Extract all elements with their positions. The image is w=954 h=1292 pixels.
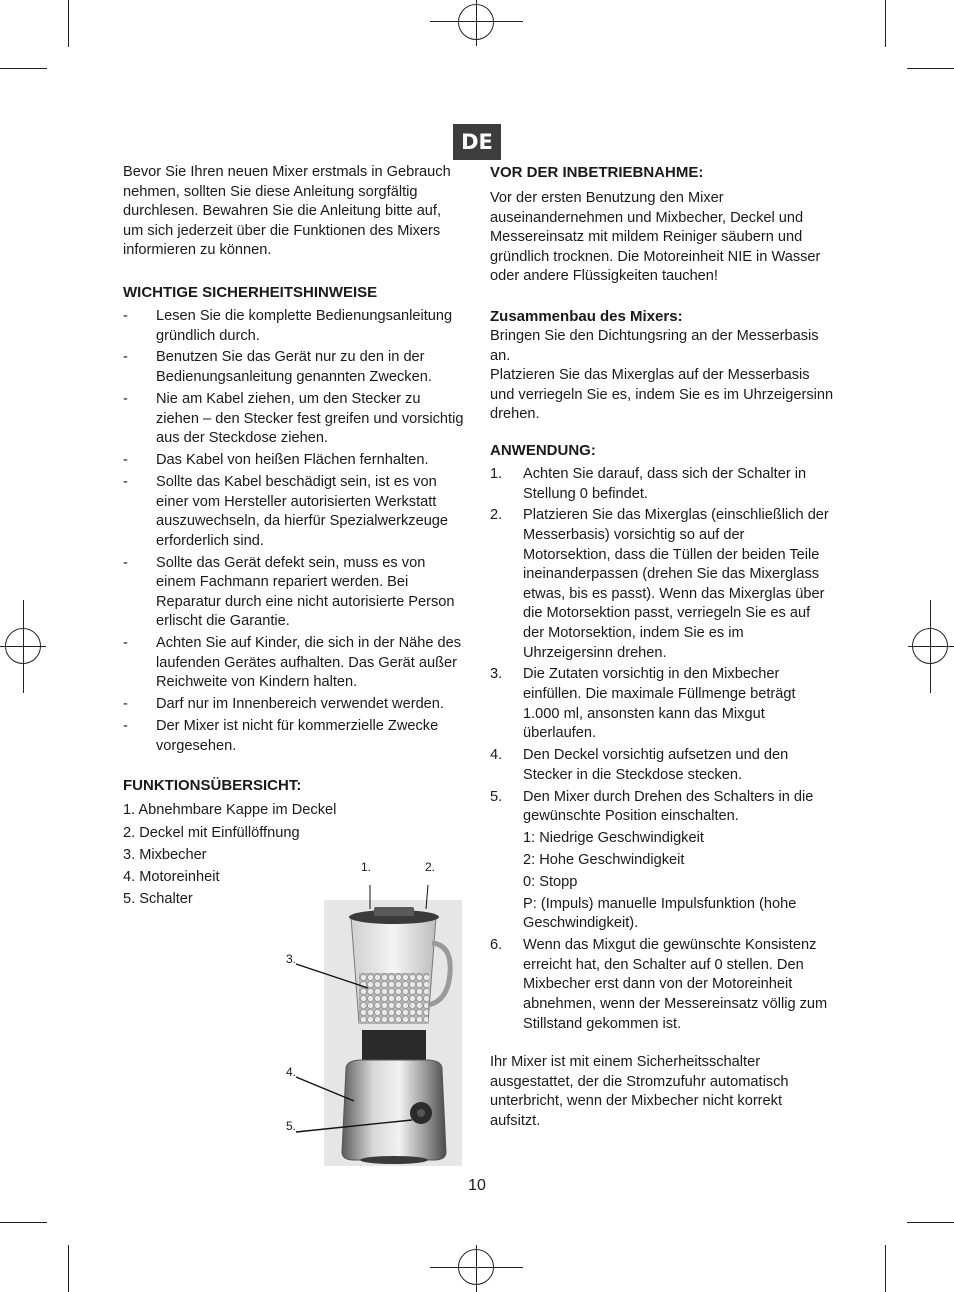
list-item: - Darf nur im Innenbereich verwendet werden.: [123, 695, 465, 715]
list-item: 3. Die Zutaten vorsichtig in den Mixbecher einfüllen. Die maximale Füllmenge beträgt 1.000 ml, ansonsten kann das Mixgut überlaufen.: [490, 666, 796, 742]
blender-figure: [276, 855, 466, 1170]
list-item: - Achten Sie auf Kinder, die sich in der Nähe des laufenden Gerätes aufhalten. Das Gerät außer Reichweite von Kindern halten.: [123, 635, 462, 691]
before-use-paragraph: Vor der ersten Benutzung den Mixer auseinandernehmen und Mixbecher, Deckel und Messereinsatz mit mildem Reiniger säubern und gründlich trocknen. Die Motoreinheit NIE in Wasser oder andere Flüssigkeiten tauchen!: [490, 190, 821, 285]
crop-mark-bottom-right-v: [885, 1245, 886, 1292]
dash-marker: -: [123, 635, 128, 652]
before-use-heading: VOR DER INBETRIEBNAHME:: [490, 164, 704, 181]
speed-option: P: (Impuls) manuelle Impulsfunktion (hohe Geschwindigkeit).: [523, 895, 797, 932]
dash-marker: -: [123, 473, 128, 490]
safety-heading: WICHTIGE SICHERHEITSHINWEISE: [123, 283, 378, 301]
language-tab: DE: [453, 124, 501, 160]
list-item: 5. Schalter: [123, 891, 193, 908]
dash-marker: -: [123, 718, 128, 735]
dash-marker: -: [123, 452, 128, 469]
usage-heading: ANWENDUNG:: [490, 441, 596, 459]
crop-mark-bottom-left-v: [68, 1245, 69, 1292]
list-item: 6. Wenn das Mixgut die gewünschte Konsistenz erreicht hat, den Schalter auf 0 stellen. Den Mixbecher erst dann von der Motoreinheit abnehmen, wenn der Messereinsatz völlig zum Stillstand gekommen ist.: [490, 937, 828, 1032]
list-item: - Sollte das Gerät defekt sein, muss es von einem Fachmann repariert werden. Bei Reparatur durch eine nicht autorisierte Person erlischt die Garantie.: [123, 554, 455, 630]
assembly-paragraph-2: Platzieren Sie das Mixerglas auf der Messerbasis und verriegeln Sie es, indem Sie es im Uhrzeigersinn drehen.: [490, 367, 834, 423]
safety-list: [123, 307, 465, 756]
crop-mark-bottom-left-h: [0, 1222, 47, 1223]
list-item: 4. Den Deckel vorsichtig aufsetzen und den Stecker in die Steckdose stecken.: [490, 747, 789, 783]
assembly-heading: Zusammenbau des Mixers:: [490, 307, 683, 325]
list-item: - Nie am Kabel ziehen, um den Stecker zu ziehen – den Stecker fest greifen und vorsichtig aus der Steckdose ziehen.: [123, 390, 464, 447]
callout-3: 3.: [286, 952, 297, 966]
dash-marker: -: [123, 554, 128, 571]
crop-mark-top-left-h: [0, 68, 47, 69]
list-item: 5. Den Mixer durch Drehen des Schalters in die gewünschte Position einschalten. 1: Niedrige Geschwindigkeit 2: Hohe Geschwindigkeit 0: Stopp P: (Impuls) manuelle Impulsfunktion (hohe Geschwindigkeit).: [490, 788, 835, 934]
crop-mark-top-right-h: [907, 68, 954, 69]
callout-1: 1.: [361, 860, 372, 874]
overview-heading: FUNKTIONSÜBERSICHT:: [123, 777, 302, 795]
list-item: - Der Mixer ist nicht für kommerzielle Zwecke vorgesehen.: [123, 718, 439, 754]
list-item: 1. Achten Sie darauf, dass sich der Schalter in Stellung 0 befindet.: [490, 465, 807, 502]
list-item: 2. Deckel mit Einfüllöffnung: [123, 824, 300, 841]
assembly-paragraph-1: Bringen Sie den Dichtungsring an der Messerbasis an.: [490, 327, 819, 364]
left-column: [123, 163, 465, 912]
crop-mark-bottom-right-h: [907, 1222, 954, 1223]
dash-marker: -: [123, 696, 128, 713]
list-item: 3. Mixbecher: [123, 846, 207, 863]
callout-2: 2.: [425, 860, 436, 874]
speed-option: 0: Stopp: [523, 873, 578, 890]
list-item: - Sollte das Kabel beschädigt sein, ist es von einer vom Hersteller autorisierten Werkstatt auszuwechseln, da hierfür Spezialwerkzeuge erforderlich sind.: [123, 473, 449, 549]
list-item: 4. Motoreinheit: [123, 868, 220, 885]
crop-mark-top-left-v: [68, 0, 69, 47]
callout-5: 5.: [286, 1119, 297, 1133]
speed-option: 1: Niedrige Geschwindigkeit: [523, 830, 704, 847]
dash-marker: -: [123, 349, 128, 366]
blender-illustration: [276, 855, 466, 1170]
list-item: - Das Kabel von heißen Flächen fernhalten.: [123, 451, 465, 471]
intro-paragraph: Bevor Sie Ihren neuen Mixer erstmals in Gebrauch nehmen, sollten Sie diese Anleitung sorgfältig durchlesen. Bewahren Sie die Anleitung bitte auf, um sich jederzeit über die Funktionen des Mixers informieren zu können.: [123, 164, 451, 259]
speed-option: 2: Hohe Geschwindigkeit: [523, 852, 685, 868]
page-number: 10: [468, 1177, 486, 1194]
usage-steps: [490, 465, 835, 1034]
list-item: - Lesen Sie die komplette Bedienungsanleitung gründlich durch.: [123, 307, 453, 344]
list-item: 1. Abnehmbare Kappe im Deckel: [123, 802, 337, 819]
closing-paragraph: Ihr Mixer ist mit einem Sicherheitsschalter ausgestattet, der die Stromzufuhr automatisch unterbricht, wenn der Mixbecher nicht korrekt aufsitzt.: [490, 1054, 789, 1130]
callout-4: 4.: [286, 1065, 297, 1079]
list-item: - Benutzen Sie das Gerät nur zu den in der Bedienungsanleitung genannten Zwecken.: [123, 349, 432, 386]
dash-marker: -: [123, 307, 128, 324]
dash-marker: -: [123, 390, 128, 407]
crop-mark-top-right-v: [885, 0, 886, 47]
list-item: 2. Platzieren Sie das Mixerglas (einschließlich der Messerbasis) vorsichtig so auf der Motorsektion, dass die Tüllen der beiden Teile ineinanderpassen (drehen Sie das Mixerglass etwas, bis es passt). Wenn das Mixerglas über die Motorsektion passt, verriegeln Sie es auf der Motorsektion, indem Sie es im Uhrzeigersinn drehen.: [490, 507, 829, 661]
right-column: [490, 163, 835, 1132]
